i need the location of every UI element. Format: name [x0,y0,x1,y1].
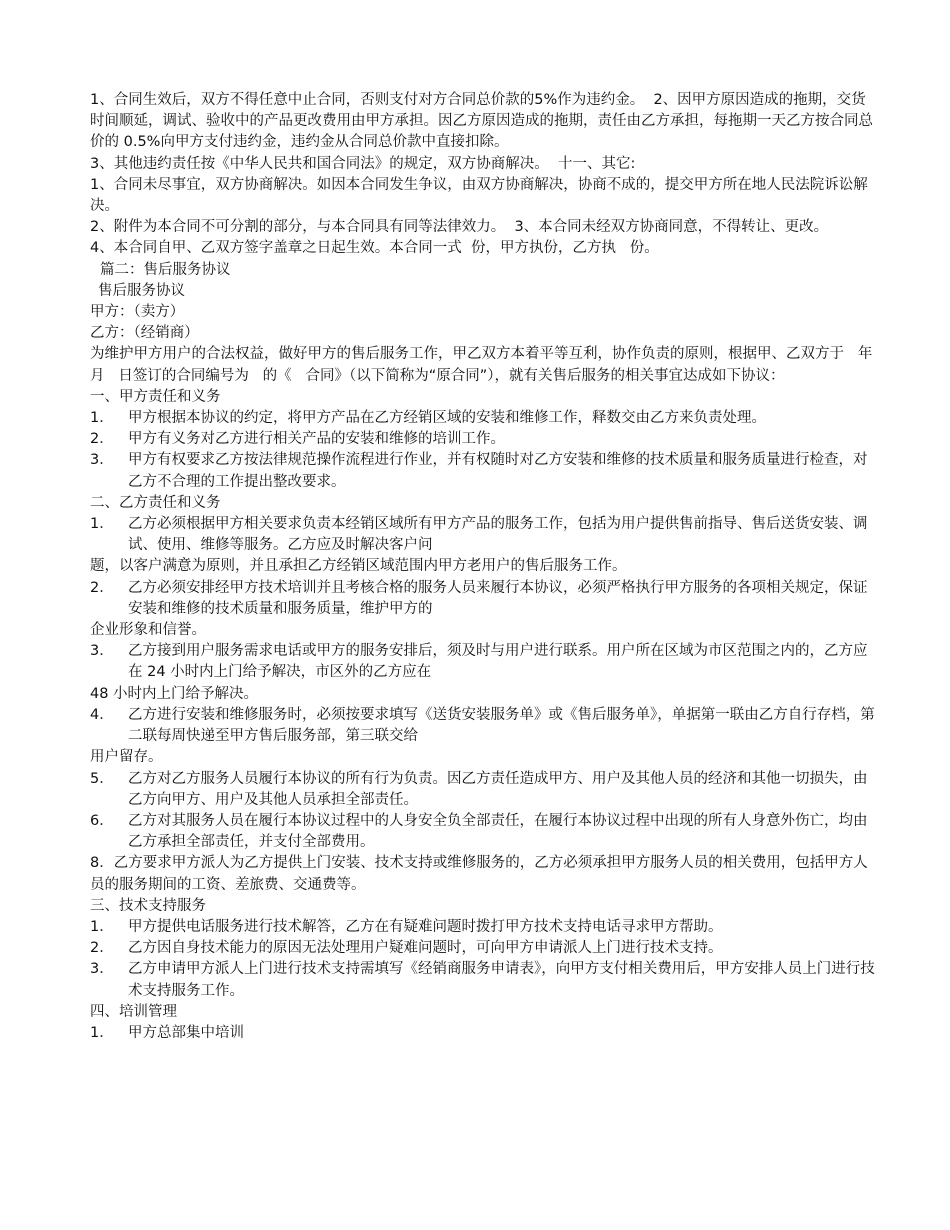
list-item [90,938,875,959]
section-heading-1: 一、甲方责任和义务 [90,388,221,405]
party-a: 甲方：（卖方） [90,304,185,321]
section-list-1 [90,408,875,493]
list-item [90,408,875,429]
section-heading-4: 四、培训管理 [90,1003,177,1020]
paragraph-breach-3: 3、其他违约责任按《中华人民共和国合同法》的规定，双方协商解决。 十一、其它: [90,155,636,172]
list-item [90,811,875,853]
list-item [90,705,875,747]
list-item-number: 4． [90,706,114,723]
list-item-number: 2． [90,579,114,596]
list-item-text: 甲方有义务对乙方进行相关产品的安装和维修的培训工作。 [128,431,505,448]
list-item [90,429,875,450]
paragraph-other-1: 1、合同未尽事宜，双方协商解决。如因本合同发生争议，由双方协商解决，协商不成的，提交甲方所在地人民法院诉讼解决。 [90,176,868,215]
list-item-text: 乙方申请甲方派人上门进行技术支持需填写《经销商服务申请表》，向甲方支付相关费用后，甲方安排人员上门进行技术支持服务工作。 [128,961,875,999]
agreement-preamble: 为维护甲方用户的合法权益，做好甲方的售后服务工作，甲乙双方本着平等互利，协作负责的原则，根据甲、乙双方于 年 月 日签订的合同编号为 的《 合同》（以下简称为“原合同”），就有关售后服务的相关事宜达成如下协议： [90,346,887,384]
list-item-number: 1． [90,516,114,533]
list-item-continuation: 48 小时内上门给予解决。 [90,685,259,702]
list-item [90,450,875,492]
list-item-number: 6． [90,812,114,829]
list-item [90,578,875,620]
list-item-number: 1． [90,918,114,935]
list-item-text: 乙方进行安装和维修服务时，必须按要求填写《送货安装服务单》或《售后服务单》，单据第一联由乙方自行存档，第二联每周快递至甲方售后服务部，第三联交给 [128,706,875,745]
paragraph-other-4: 4、本合同自甲、乙双方签字盖章之日起生效。本合同一式 份，甲方执份，乙方执 份。 [90,240,659,257]
list-item-text: 乙方对乙方服务人员履行本协议的所有行为负责。因乙方责任造成甲方、用户及其他人员的经济和其他一切损失，由乙方向甲方、用户及其他人员承担全部责任。 [128,770,868,808]
list-item-continuation: 题，以客户满意为原则，并且承担乙方经销区域范围内甲方老用户的售后服务工作。 [90,558,627,575]
list-item [90,1023,875,1044]
list-item-text: 乙方因自身技术能力的原因无法处理用户疑难问题时，可向甲方申请派人上门进行技术支持。 [128,940,723,957]
section-list-4 [90,1023,875,1044]
list-item-number: 2． [90,940,114,957]
list-item [90,917,875,938]
document-page [90,90,887,1180]
list-item-text: 乙方对其服务人员在履行本协议过程中的人身安全负全部责任，在履行本协议过程中出现的所有人身意外伤亡，均由乙方承担全部责任，并支付全部费用。 [128,812,868,851]
list-item-text: 甲方提供电话服务进行技术解答，乙方在有疑难问题时拨打甲方技术支持电话寻求甲方帮助。 [128,918,723,935]
agreement-title: 售后服务协议 [98,282,185,299]
list-item-continuation: 用户留存。 [90,749,163,766]
list-item [90,641,875,683]
list-item-number: 1． [90,1024,114,1041]
paragraph-breach-1: 1、合同生效后，双方不得任意中止合同，否则支付对方合同总价款的5%作为违约金。 2、因甲方原因造成的拖期，交货时间顺延，调试、验收中的产品更改费用由甲方承担。因乙方原因造成的拖期，责任由乙方承担，每拖期一天乙方按合同总价的 0.5%向甲方支付违约金，违约金从合同总价款中直接扣除。 [90,92,873,151]
list-item-number: 3． [90,643,114,660]
list-item-number: 3． [90,452,114,469]
chapter-heading: 篇二：售后服务协议 [100,261,231,278]
section-heading-2: 二、乙方责任和义务 [90,494,221,511]
list-item-text: 乙方接到用户服务需求电话或甲方的服务安排后，须及时与用户进行联系。用户所在区域为市区范围之内的，乙方应在 24 小时内上门给予解决，市区外的乙方应在 [128,643,868,681]
list-item-continuation: 企业形象和信誉。 [90,622,206,639]
list-item [90,959,875,1001]
list-item-number: 3． [90,961,114,978]
paragraph-item-8: 8．乙方要求甲方派人为乙方提供上门安装、技术支持或维修服务的，乙方必须承担甲方服务人员的相关费用，包括甲方人员的服务期间的工资、差旅费、交通费等。 [90,855,868,893]
list-item-text: 甲方总部集中培训 [128,1024,244,1041]
party-b: 乙方：（经销商） [90,325,199,342]
list-item-text: 乙方必须根据甲方相关要求负责本经销区域所有甲方产品的服务工作，包括为用户提供售前指导、售后送货安装、调试、使用、维修等服务。乙方应及时解决客户问 [128,516,868,554]
list-item-text: 乙方必须安排经甲方技术培训并且考核合格的服务人员来履行本协议，必须严格执行甲方服务的各项相关规定，保证安装和维修的技术质量和服务质量，维护甲方的 [128,579,868,617]
list-item-text: 甲方有权要求乙方按法律规范操作流程进行作业，并有权随时对乙方安装和维修的技术质量和服务质量进行检查，对乙方不合理的工作提出整改要求。 [128,452,868,490]
list-item-text: 甲方根据本协议的约定，将甲方产品在乙方经销区域的安装和维修工作，释数交由乙方来负责处理。 [128,410,766,427]
section-list-2 [90,514,875,853]
list-item [90,769,875,811]
paragraph-other-2: 2、附件为本合同不可分割的部分，与本合同具有同等法律效力。 3、本合同未经双方协商同意，不得转让、更改。 [90,219,829,236]
list-item-number: 2． [90,431,114,448]
list-item [90,514,875,556]
section-heading-3: 三、技术支持服务 [90,897,206,914]
section-list-3 [90,917,875,1002]
list-item-number: 5． [90,770,114,787]
list-item-number: 1． [90,410,114,427]
